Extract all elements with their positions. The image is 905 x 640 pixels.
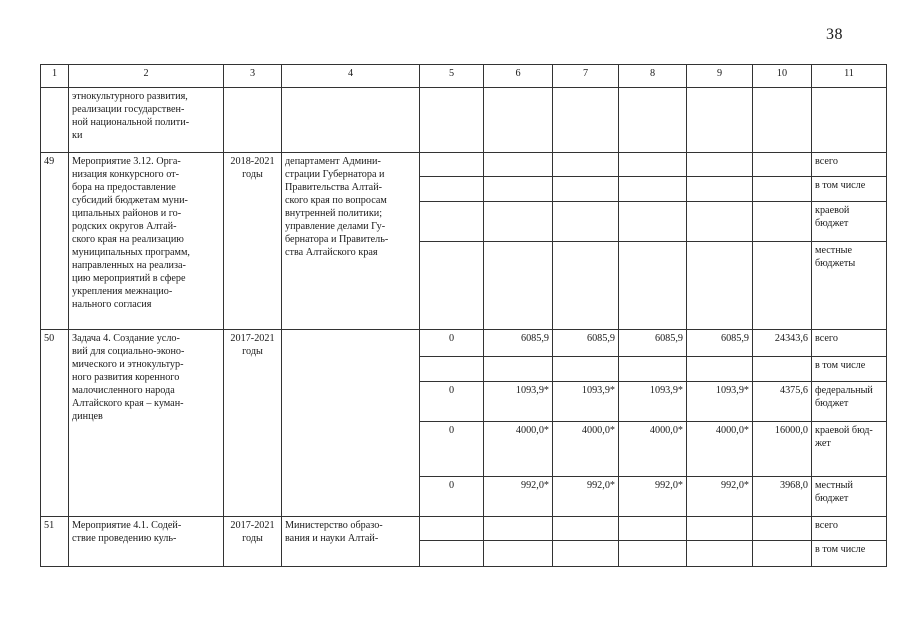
column-header: 9 <box>687 65 753 88</box>
cell <box>420 88 484 153</box>
value-cell: 992,0* <box>687 477 753 517</box>
value-cell: 24343,6 <box>753 330 812 357</box>
column-header-row <box>41 65 887 88</box>
cell <box>753 153 812 177</box>
table-row-51 <box>41 517 887 541</box>
cell <box>420 517 484 541</box>
cell <box>484 541 553 567</box>
cell <box>484 153 553 177</box>
row-years: 2018-2021 годы <box>224 153 282 330</box>
cell <box>687 517 753 541</box>
value-cell: 6085,9 <box>484 330 553 357</box>
row-executor <box>282 330 420 517</box>
cell <box>420 153 484 177</box>
cell <box>753 202 812 242</box>
budget-table <box>40 64 887 567</box>
value-cell: 1093,9* <box>687 382 753 422</box>
cell <box>553 88 619 153</box>
row-title: Мероприятие 4.1. Содей- ствие проведению куль- <box>69 517 224 567</box>
value-cell: 4000,0* <box>619 422 687 477</box>
column-header: 7 <box>553 65 619 88</box>
cell <box>41 88 69 153</box>
cell <box>687 88 753 153</box>
cell <box>619 88 687 153</box>
value-cell: 16000,0 <box>753 422 812 477</box>
value-cell: 0 <box>420 422 484 477</box>
value-cell: 992,0* <box>619 477 687 517</box>
funding-source: краевой бюд- жет <box>812 422 887 477</box>
cell <box>619 202 687 242</box>
cell <box>553 177 619 202</box>
cell <box>619 541 687 567</box>
value-cell: 6085,9 <box>619 330 687 357</box>
value-cell: 6085,9 <box>553 330 619 357</box>
funding-source: федеральный бюджет <box>812 382 887 422</box>
cell <box>484 242 553 330</box>
cell <box>224 88 282 153</box>
cell <box>484 177 553 202</box>
cell <box>753 517 812 541</box>
value-cell <box>753 357 812 382</box>
column-header: 2 <box>69 65 224 88</box>
column-header: 6 <box>484 65 553 88</box>
funding-source: в том числе <box>812 541 887 567</box>
value-cell: 1093,9* <box>553 382 619 422</box>
value-cell <box>484 357 553 382</box>
column-header: 11 <box>812 65 887 88</box>
cell <box>420 541 484 567</box>
row-executor: департамент Админи- страции Губернатора и Правительства Алтай- ского края по вопросам внутренней политики; управление делами Гу- бернатора и Правитель- ства Алтайского края <box>282 153 420 330</box>
row-years: 2017-2021 годы <box>224 517 282 567</box>
cell <box>553 202 619 242</box>
cell <box>687 153 753 177</box>
cell <box>753 242 812 330</box>
value-cell <box>553 357 619 382</box>
cell <box>619 517 687 541</box>
cell <box>553 153 619 177</box>
value-cell: 4000,0* <box>687 422 753 477</box>
row-title: Задача 4. Создание усло- вий для социально-эконо- мического и этнокультур- ного развития коренного малочисленного народа Алтайского края – куман- динцев <box>69 330 224 517</box>
value-cell <box>687 357 753 382</box>
cell <box>420 242 484 330</box>
value-cell: 0 <box>420 477 484 517</box>
cell <box>687 177 753 202</box>
cell <box>484 88 553 153</box>
continuation-text: этнокультурного развития, реализации государствен- ной национальной полити- ки <box>69 88 224 153</box>
cell <box>687 242 753 330</box>
cell <box>619 177 687 202</box>
value-cell: 4000,0* <box>484 422 553 477</box>
cell <box>753 88 812 153</box>
funding-source: краевой бюджет <box>812 202 887 242</box>
value-cell: 1093,9* <box>619 382 687 422</box>
funding-source: всего <box>812 153 887 177</box>
row-number: 49 <box>41 153 69 330</box>
value-cell: 4375,6 <box>753 382 812 422</box>
cell <box>553 541 619 567</box>
cell <box>619 242 687 330</box>
value-cell: 6085,9 <box>687 330 753 357</box>
table-row-49 <box>41 153 887 177</box>
cell <box>753 177 812 202</box>
value-cell: 0 <box>420 382 484 422</box>
table-row-50 <box>41 330 887 357</box>
value-cell: 992,0* <box>484 477 553 517</box>
row-title: Мероприятие 3.12. Орга- низация конкурсного от- бора на предоставление субсидий бюджетам муни- ципальных районов и го- родских округов Алтай- ского края на реализацию муниципальных программ, направленных на реализа- цию мероприятий в сфере укрепления межнацио- нального согласия <box>69 153 224 330</box>
value-cell: 1093,9* <box>484 382 553 422</box>
value-cell <box>619 357 687 382</box>
value-cell: 992,0* <box>553 477 619 517</box>
cell <box>420 202 484 242</box>
column-header: 10 <box>753 65 812 88</box>
row-number: 50 <box>41 330 69 517</box>
funding-source: в том числе <box>812 177 887 202</box>
cell <box>619 153 687 177</box>
funding-source: всего <box>812 330 887 357</box>
cell <box>553 242 619 330</box>
value-cell: 3968,0 <box>753 477 812 517</box>
table-row-continuation <box>41 88 887 153</box>
cell <box>484 202 553 242</box>
row-executor: Министерство образо- вания и науки Алтай- <box>282 517 420 567</box>
cell <box>753 541 812 567</box>
funding-source: в том числе <box>812 357 887 382</box>
column-header: 1 <box>41 65 69 88</box>
cell <box>484 517 553 541</box>
cell <box>420 177 484 202</box>
column-header: 5 <box>420 65 484 88</box>
funding-source: местные бюджеты <box>812 242 887 330</box>
row-number: 51 <box>41 517 69 567</box>
funding-source: всего <box>812 517 887 541</box>
column-header: 4 <box>282 65 420 88</box>
funding-source: местный бюджет <box>812 477 887 517</box>
page-number: 38 <box>826 26 843 43</box>
cell <box>282 88 420 153</box>
value-cell: 0 <box>420 330 484 357</box>
column-header: 8 <box>619 65 687 88</box>
column-header: 3 <box>224 65 282 88</box>
row-years: 2017-2021 годы <box>224 330 282 517</box>
cell <box>687 202 753 242</box>
cell <box>687 541 753 567</box>
cell <box>553 517 619 541</box>
value-cell: 4000,0* <box>553 422 619 477</box>
cell <box>812 88 887 153</box>
value-cell <box>420 357 484 382</box>
